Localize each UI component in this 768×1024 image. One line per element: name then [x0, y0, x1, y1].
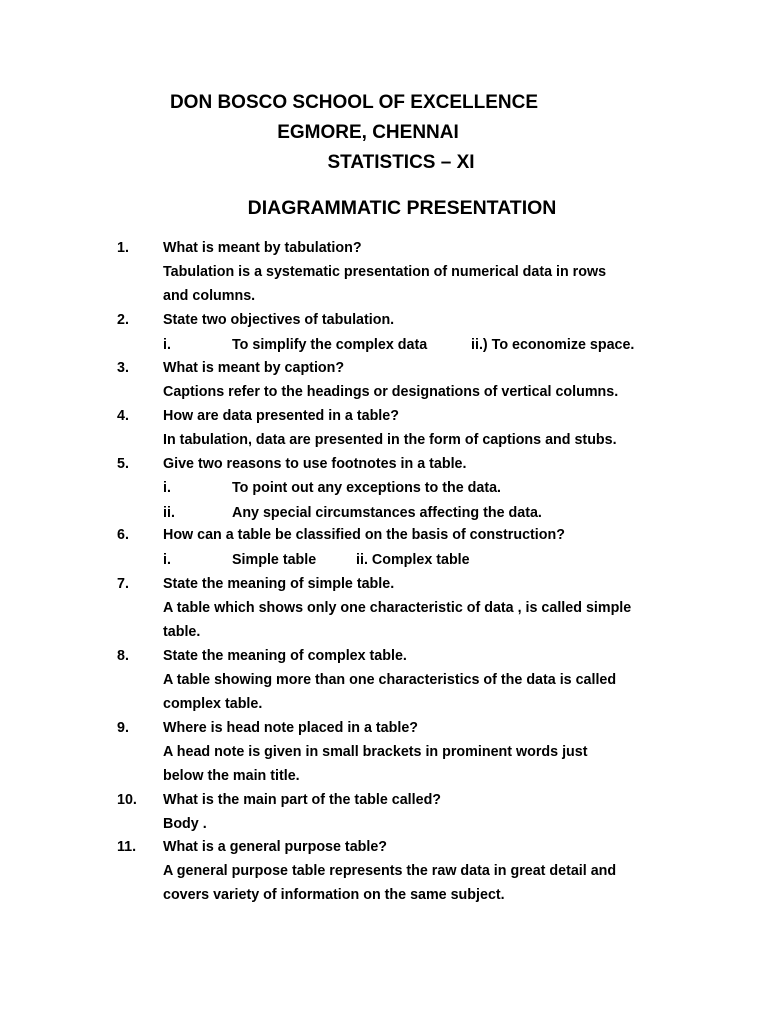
answer-text: covers variety of information on the same subject.: [163, 887, 505, 903]
question-text: Give two reasons to use footnotes in a table.: [163, 456, 467, 472]
question-text: What is meant by caption?: [163, 360, 345, 376]
answer-text: A table showing more than one characteristics of the data is called: [163, 672, 617, 688]
sub-answer-extra: ii. Complex table: [356, 552, 470, 568]
item-number: 6.: [117, 527, 129, 543]
answer-text: A head note is given in small brackets in prominent words just: [163, 744, 588, 760]
item-number: 10.: [117, 792, 137, 808]
answer-text: table.: [163, 624, 201, 640]
question-text: What is the main part of the table called?: [163, 792, 442, 808]
answer-text: Tabulation is a systematic presentation of numerical data in rows: [163, 264, 607, 280]
item-number: 4.: [117, 408, 129, 424]
sub-answer-extra: ii.) To economize space.: [471, 337, 635, 353]
question-text: How can a table be classified on the basis of construction?: [163, 527, 565, 543]
question-text: What is meant by tabulation?: [163, 240, 362, 256]
sub-marker: i.: [163, 552, 171, 568]
sub-answer-text: To point out any exceptions to the data.: [232, 480, 502, 496]
item-number: 1.: [117, 240, 129, 256]
sub-answer-text: To simplify the complex data: [232, 337, 428, 353]
item-number: 7.: [117, 576, 129, 592]
question-text: State the meaning of simple table.: [163, 576, 395, 592]
question-text: Where is head note placed in a table?: [163, 720, 419, 736]
item-number: 11.: [117, 839, 137, 855]
question-text: How are data presented in a table?: [163, 408, 399, 424]
sub-answer-text: Any special circumstances affecting the data.: [232, 505, 542, 521]
sub-marker: i.: [163, 337, 171, 353]
page-title: DIAGRAMMATIC PRESENTATION: [247, 197, 557, 219]
sub-marker: ii.: [163, 505, 175, 521]
answer-text: and columns.: [163, 288, 256, 304]
answer-text: A table which shows only one characteristic of data , is called simple: [163, 600, 632, 616]
answer-text: complex table.: [163, 696, 263, 712]
question-text: State two objectives of tabulation.: [163, 312, 395, 328]
item-number: 5.: [117, 456, 129, 472]
question-text: State the meaning of complex table.: [163, 648, 407, 664]
answer-text: A general purpose table represents the raw data in great detail and: [163, 863, 617, 879]
item-number: 3.: [117, 360, 129, 376]
sub-marker: i.: [163, 480, 171, 496]
answer-text: Body .: [163, 816, 207, 832]
question-text: What is a general purpose table?: [163, 839, 388, 855]
item-number: 9.: [117, 720, 129, 736]
school-name: DON BOSCO SCHOOL OF EXCELLENCE: [169, 92, 539, 113]
subject-heading: STATISTICS – XI: [327, 152, 475, 173]
school-location: EGMORE, CHENNAI: [277, 122, 459, 143]
answer-text: below the main title.: [163, 768, 300, 784]
answer-text: In tabulation, data are presented in the form of captions and stubs.: [163, 432, 617, 448]
item-number: 2.: [117, 312, 129, 328]
sub-answer-text: Simple table: [232, 552, 317, 568]
answer-text: Captions refer to the headings or designations of vertical columns.: [163, 384, 619, 400]
item-number: 8.: [117, 648, 129, 664]
